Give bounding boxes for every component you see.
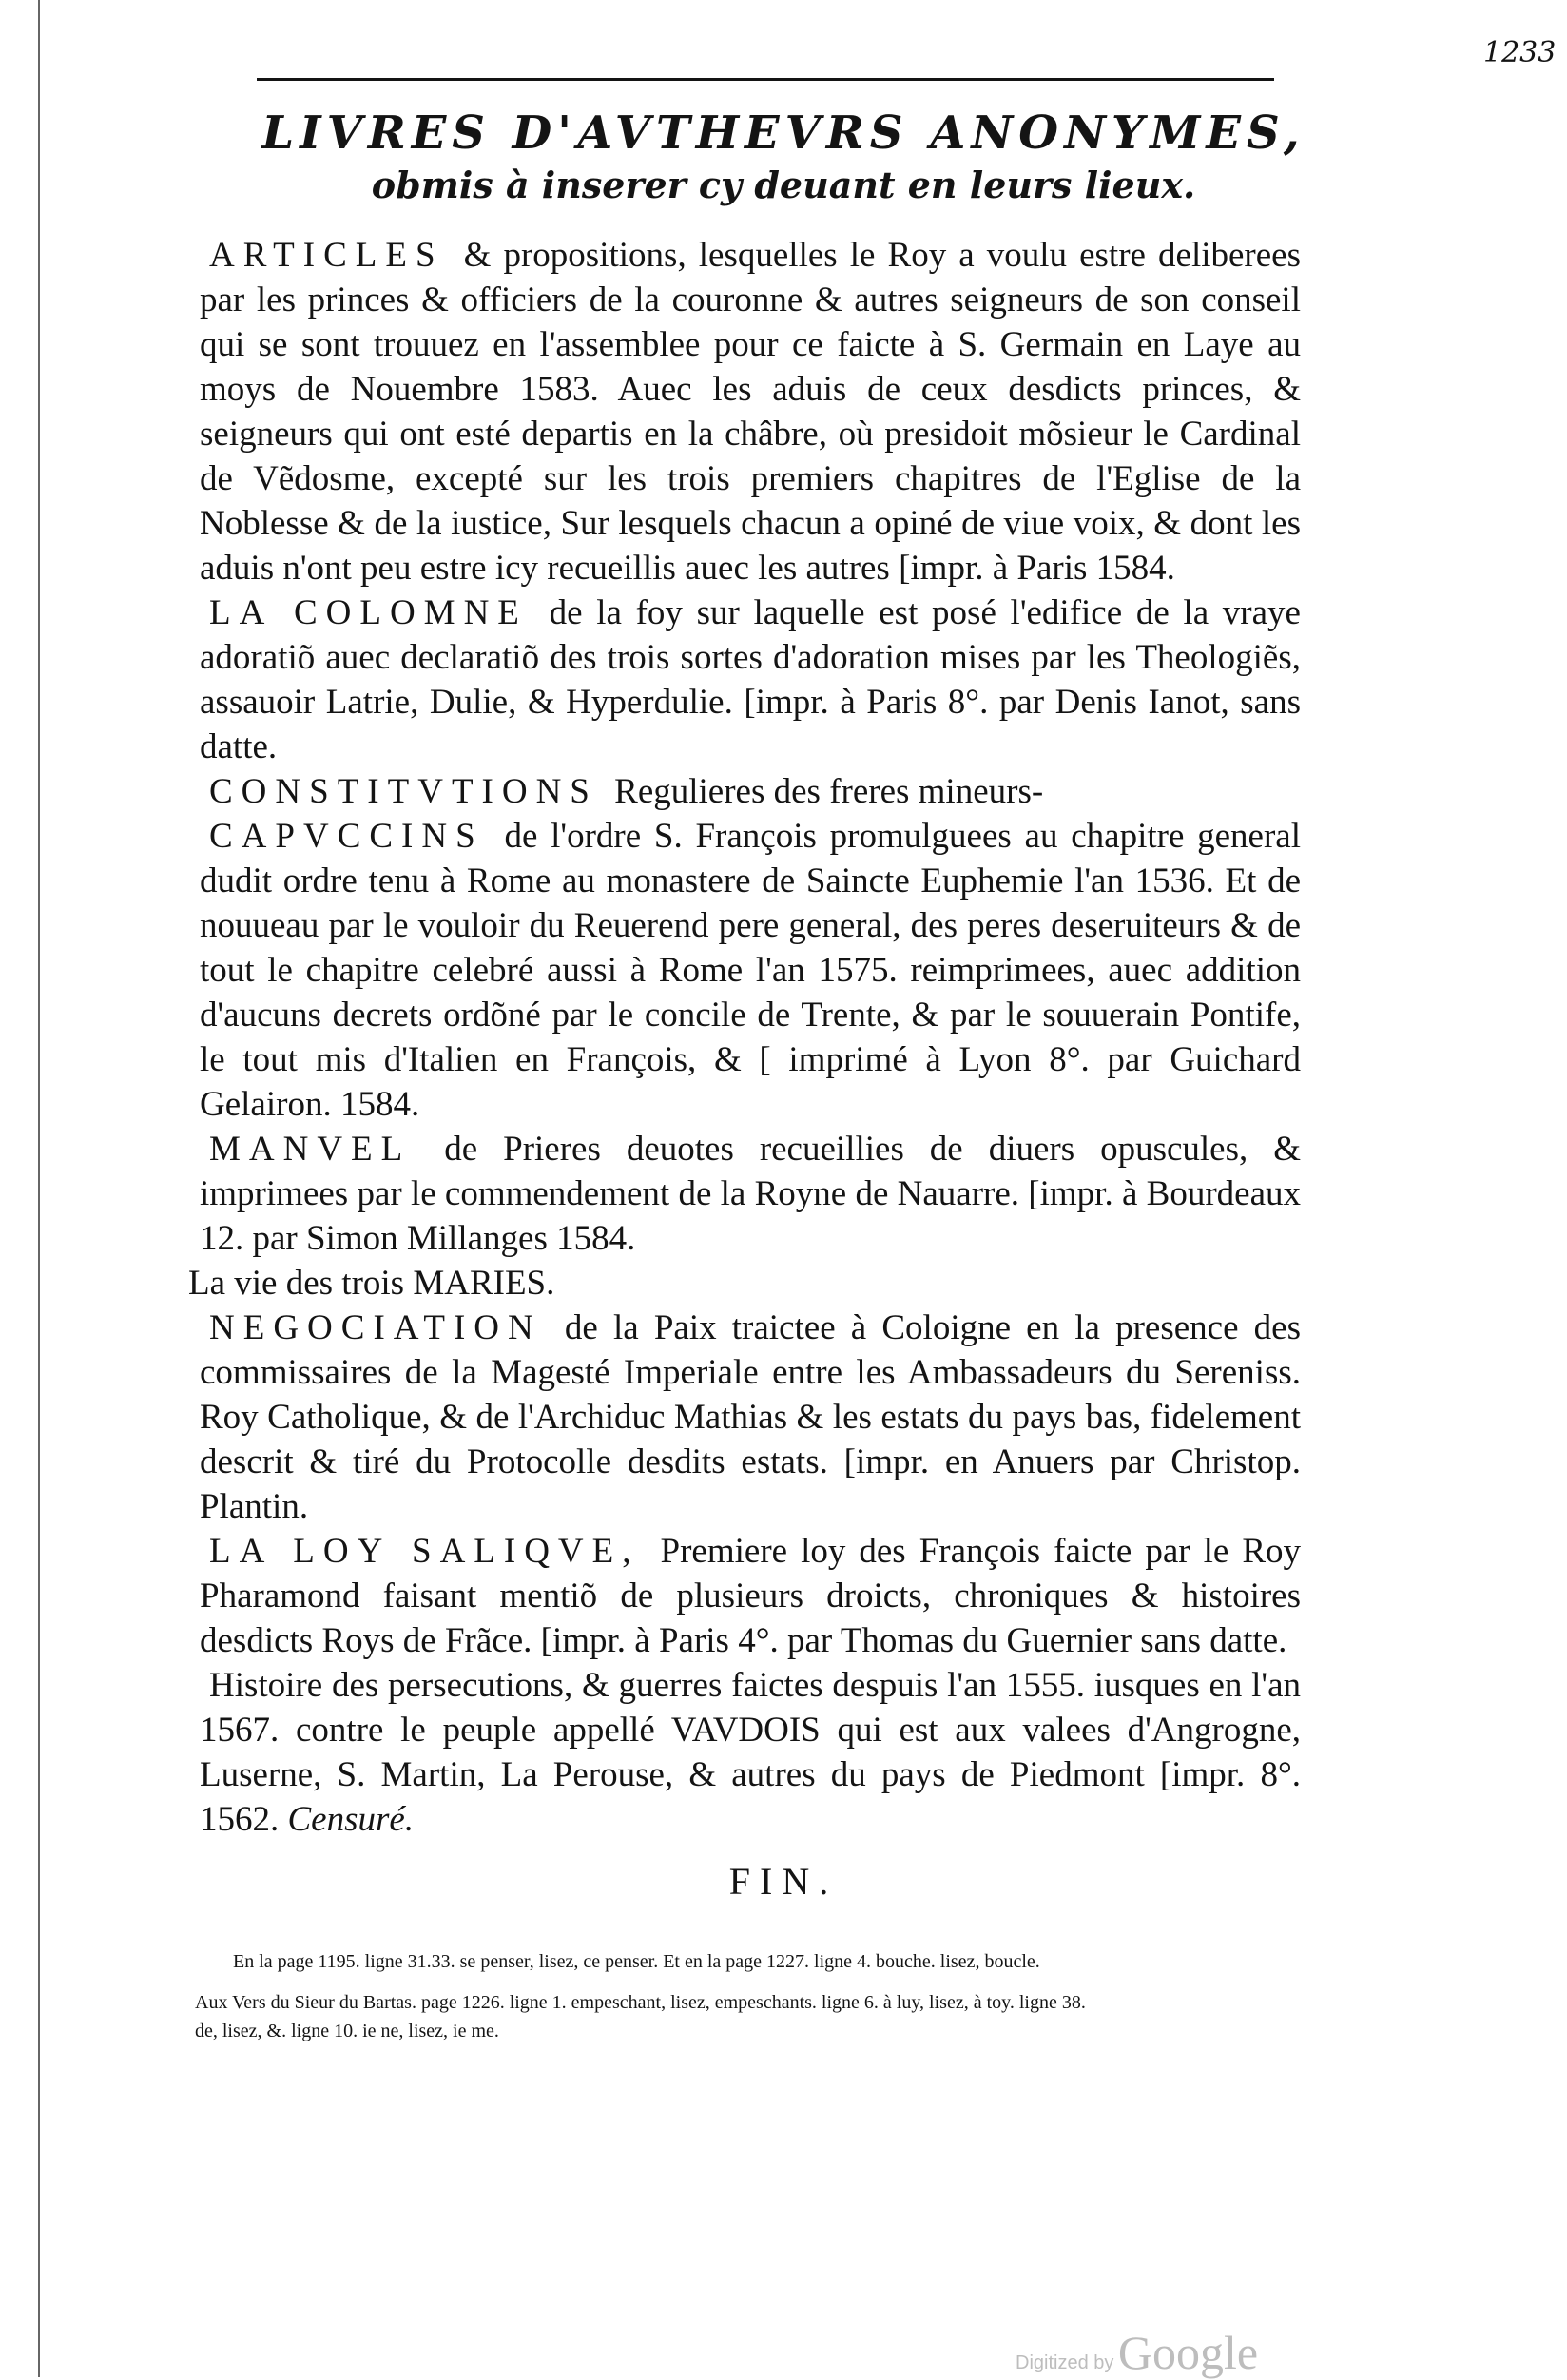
digitized-watermark [1016,2325,1258,2380]
entry-text: & propositions, lesquelles le Roy a voulu estre deliberees par les princes & officiers de la couronne & autres seigneurs de son conseil qui se sont trouuez en l'assemblee pour ce faicte à S. Germain en Laye au moys de Nouembre 1583. Auec les aduis de ceux desdicts princes, & seigneurs qui ont esté departis en la châbre, où presidoit mõsieur le Cardinal de Vẽdosme, excepté sur les trois premiers chapitres de l'Eglise de la Noblesse & de la iustice, Sur lesquels chacun a opiné de viue voix, & dont les aduis n'ont peu estre icy recueillis auec les autres [impr. à Paris 1584. [200,236,1301,588]
entry-text: de l'ordre S. François promulguees au chapitre general dudit ordre tenu à Rome au monastere de Saincte Euphemie l'an 1536. Et de nouueau par le vouloir du Reuerend pere general, des peres deseruiteurs & de tout le chapitre celebré aussi à Rome l'an 1575. reimprimees, auec addition d'aucuns decrets ordõné par le concile de Trente, & par le souuerain Pontife, le tout mis d'Italien en François, & [ imprimé à Lyon 8°. par Guichard Gelairon. 1584. [200,817,1301,1124]
censure-mark: Censuré. [287,1800,415,1839]
header-rule [257,78,1274,81]
scan-border [38,0,40,2377]
entry-lead: ARTICLES [209,236,444,275]
entry-lead: LA COLOMNE [209,593,528,632]
entry-lead: CONSTITVTIONS [209,772,598,811]
entry-lead: MANVEL [209,1130,412,1169]
watermark-brand: Google [1117,2326,1259,2379]
entry-text: La vie des trois MARIES. [188,1264,555,1303]
entry-articles [188,233,1301,590]
fin-marker: FIN. [728,1860,839,1903]
page-subtitle: obmis à inserer cy deuant en leurs lieux. [371,164,1196,206]
entry-lead: NEGOCIATION [209,1308,542,1347]
entry-text: de la foy sur laquelle est posé l'edifice de la vraye adoratiõ auec declaratiõ des trois sortes d'adoration mises par les Theologiẽs, assauoir Latrie, Dulie, & Hyperdulie. [impr. à Paris 8°. par Denis Ianot, sans datte. [200,593,1301,766]
page-number: 1233 [1483,36,1557,69]
errata-line: Aux Vers du Sieur du Bartas. page 1226. ligne 1. empeschant, lisez, empeschants. ligne 6. à luy, lisez, à toy. ligne 38. [195,1992,1086,2013]
entry-lead: LA LOY SALIQVE, [209,1532,640,1571]
entry-maries [188,1261,1301,1306]
entries-list [188,233,1301,1842]
entry-loy-salique [188,1529,1301,1663]
entry-text: de la Paix traictee à Coloigne en la presence des commissaires de la Magesté Imperiale entre les Ambassadeurs du Sereniss. Roy Catholique, & de l'Archiduc Mathias & les estats du pays bas, fidelement descrit & tiré du Protocolle desdits estats. [impr. en Anuers par Christop. Plantin. [200,1308,1301,1526]
page-title: LIVRES D'AVTHEVRS ANONYMES, [261,106,1306,160]
entry-histoire [188,1663,1301,1842]
entry-text: Regulieres des freres mineurs- [605,772,1044,811]
entry-colomne [188,590,1301,769]
errata-line: de, lisez, &. ligne 10. ie ne, lisez, ie me. [195,2021,499,2041]
entry-manuel [188,1127,1301,1261]
errata-line: En la page 1195. ligne 31.33. se penser, lisez, ce penser. Et en la page 1227. ligne 4. bouche. lisez, boucle. [233,1951,1040,1972]
entry-negociation [188,1306,1301,1529]
entry-text: de Prieres deuotes recueillies de diuers opuscules, & imprimees par le commendement de la Royne de Nauarre. [impr. à Bourdeaux 12. par Simon Millanges 1584. [200,1130,1301,1258]
watermark-prefix: Digitized by [1016,2352,1114,2373]
entry-lead: CAPVCCINS [209,817,484,856]
entry-text: Premiere loy des François faicte par le Roy Pharamond faisant mentiõ de plusieurs droicts, chroniques & histoires desdicts Roys de Frãce. [impr. à Paris 4°. par Thomas du Guernier sans datte. [200,1532,1301,1660]
entry-text: Histoire des persecutions, & guerres faictes despuis l'an 1555. iusques en l'an 1567. contre le peuple appellé VAVDOIS qui est aux valees d'Angrogne, Luserne, S. Martin, La Perouse, & autres du pays de Piedmont [impr. 8°. 1562. [200,1666,1301,1839]
entry-constitutions [188,769,1301,814]
entry-capuccins [188,814,1301,1127]
